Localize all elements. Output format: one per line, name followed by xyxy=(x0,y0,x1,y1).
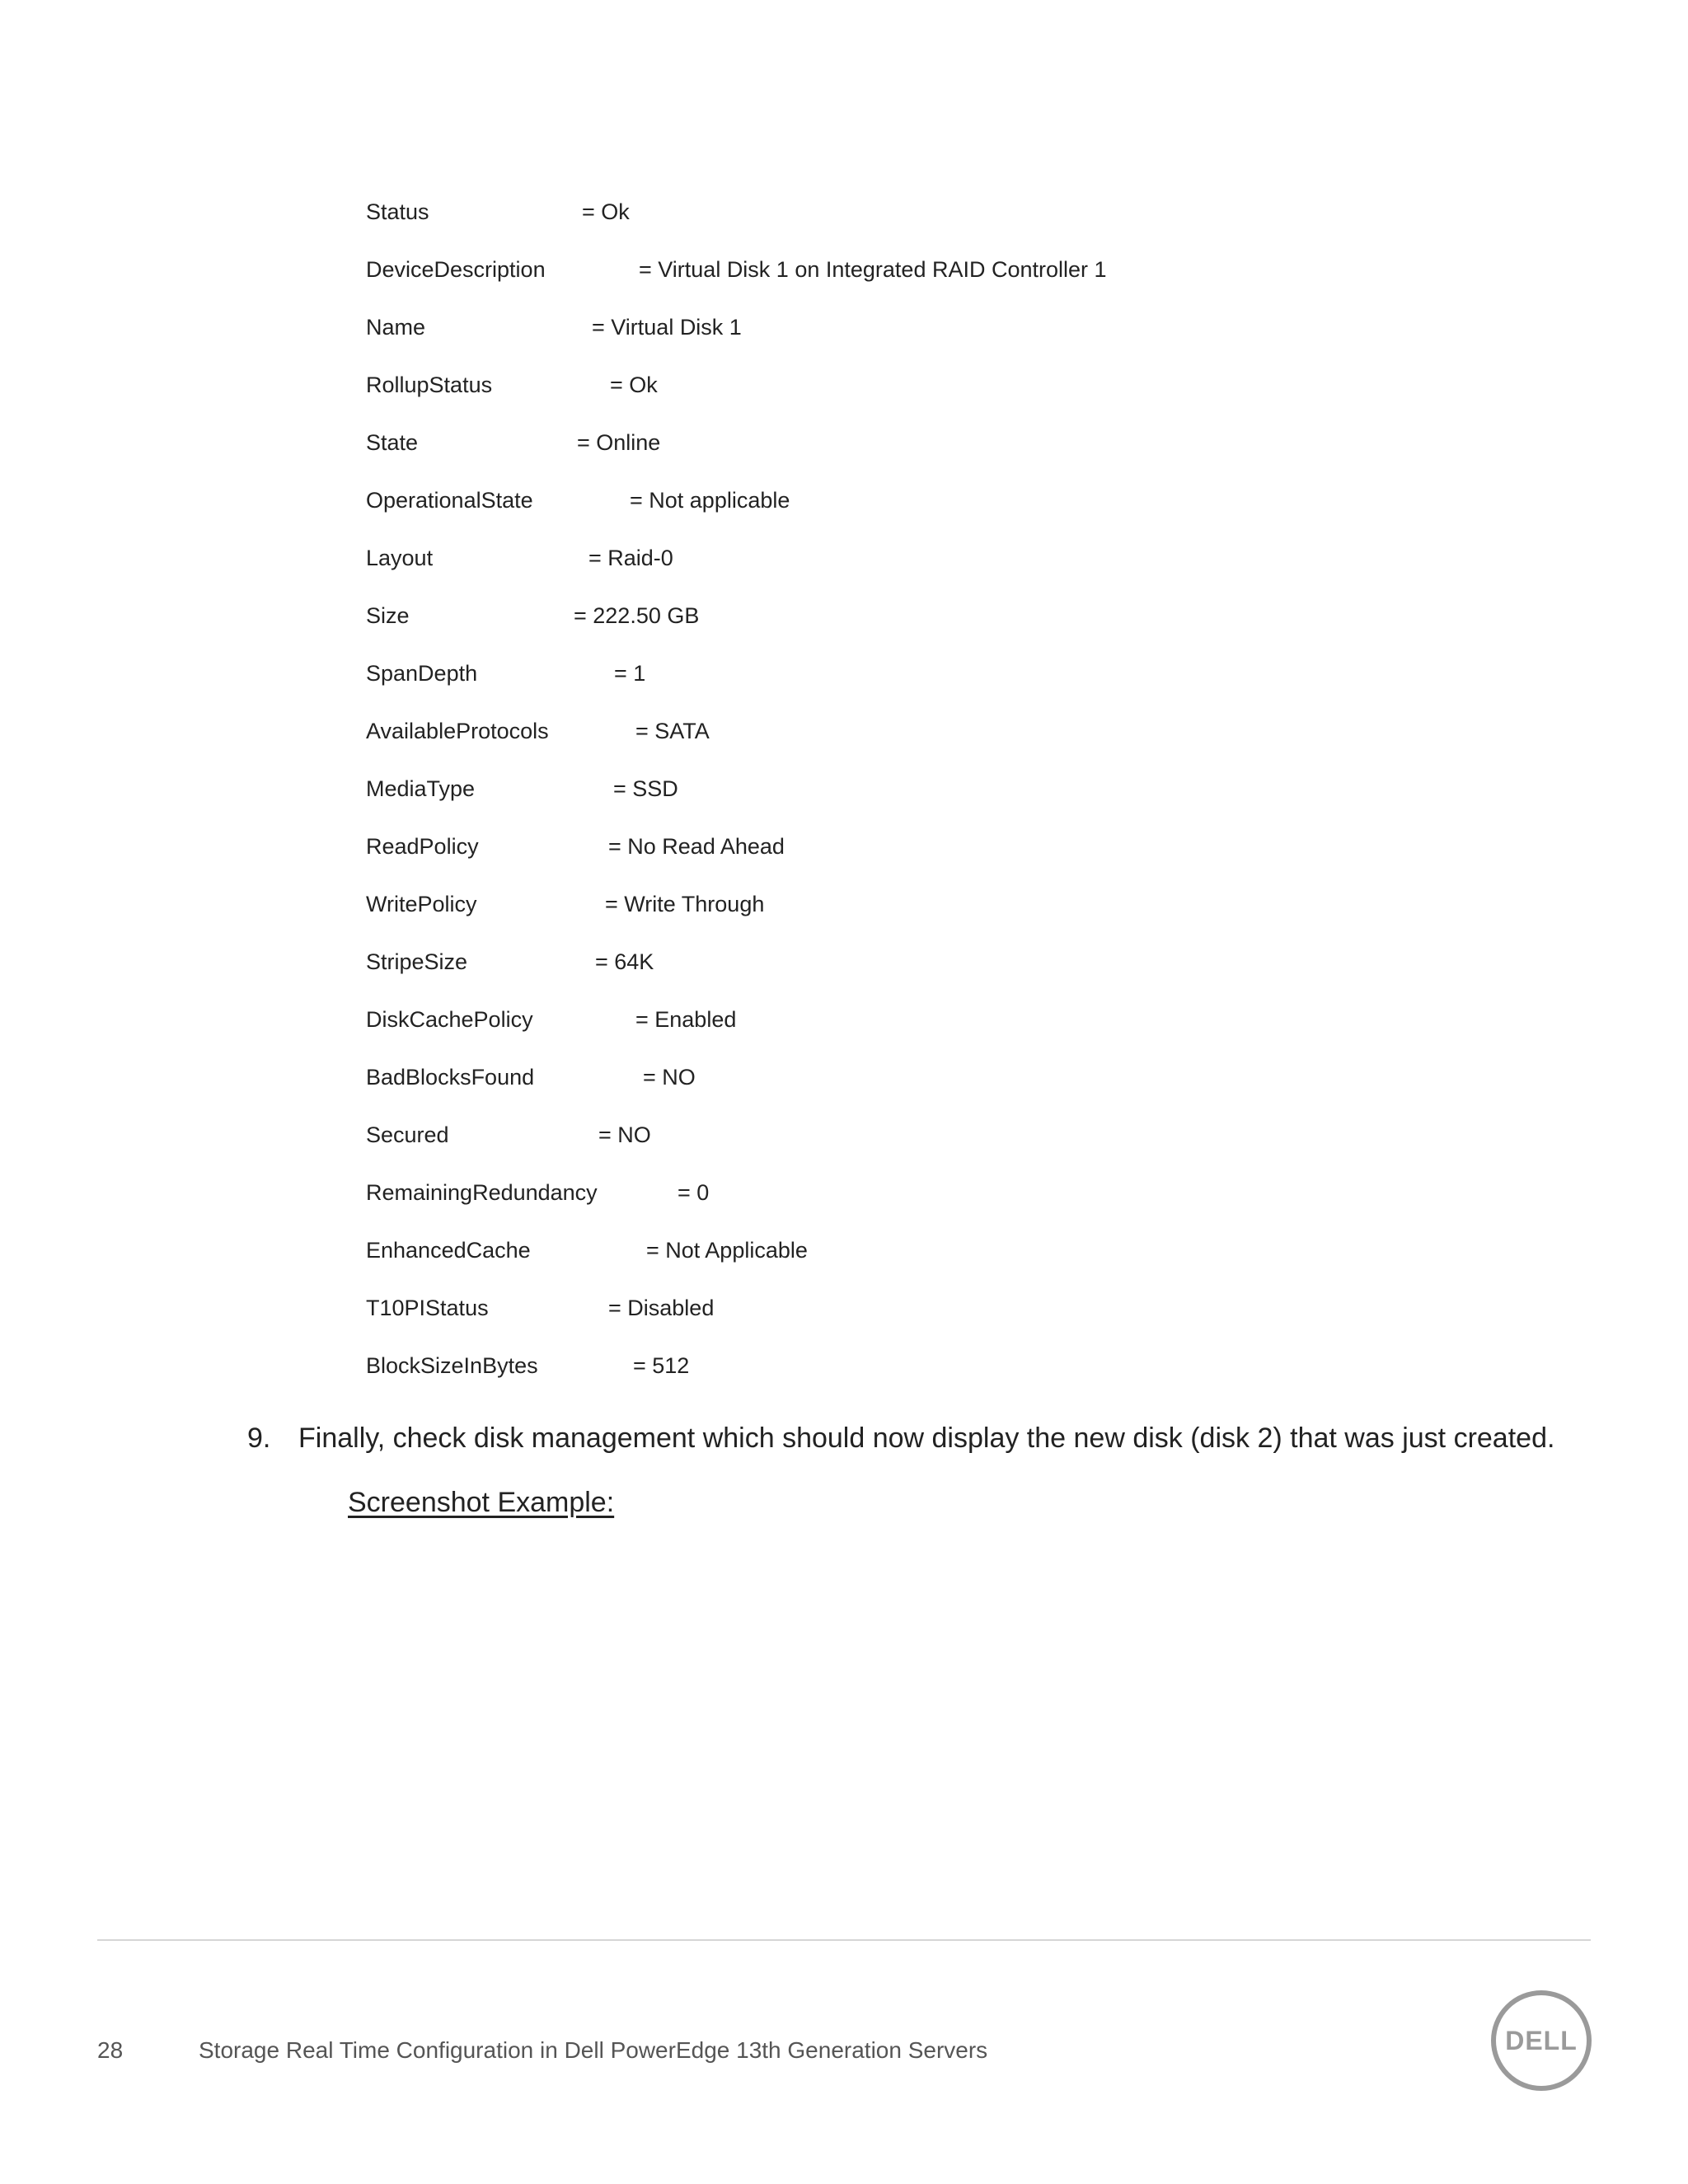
property-key: OperationalState xyxy=(366,488,533,513)
property-value: = Ok xyxy=(610,373,658,397)
property-value: = Ok xyxy=(582,199,630,224)
property-value: = SATA xyxy=(635,719,710,743)
property-row xyxy=(0,426,1319,459)
footer-document-title: Storage Real Time Configuration in Dell PowerEdge 13th Generation Servers xyxy=(199,2037,988,2063)
property-value: = Online xyxy=(577,430,661,455)
property-key: Name xyxy=(366,315,426,340)
property-row xyxy=(0,830,1319,863)
page-number: 28 xyxy=(97,2037,124,2063)
property-value: = Disabled xyxy=(608,1296,715,1320)
property-value: = SSD xyxy=(613,776,678,801)
property-row xyxy=(0,1061,1319,1094)
step-number: 9. xyxy=(247,1422,271,1454)
property-value: = 0 xyxy=(678,1180,710,1205)
property-row xyxy=(0,311,1319,344)
property-row xyxy=(0,715,1319,748)
step-text: Finally, check disk management which should now display the new disk (disk 2) that was just created. xyxy=(298,1422,1555,1454)
property-value: = Virtual Disk 1 on Integrated RAID Controller 1 xyxy=(639,257,1107,282)
property-key: RollupStatus xyxy=(366,373,493,397)
property-row xyxy=(0,888,1319,921)
property-key: DeviceDescription xyxy=(366,257,546,282)
property-row xyxy=(0,541,1319,574)
property-value: = 222.50 GB xyxy=(574,603,700,628)
property-key: Secured xyxy=(366,1122,449,1147)
property-value: = 64K xyxy=(595,949,654,974)
property-value: = Not applicable xyxy=(630,488,790,513)
property-row xyxy=(0,1234,1319,1267)
property-key: T10PIStatus xyxy=(366,1296,489,1320)
property-key: EnhancedCache xyxy=(366,1238,531,1263)
property-key: Status xyxy=(366,199,429,224)
property-key: WritePolicy xyxy=(366,892,477,916)
property-key: AvailableProtocols xyxy=(366,719,549,743)
property-row xyxy=(0,1291,1319,1324)
property-value: = Write Through xyxy=(605,892,765,916)
property-key: BadBlocksFound xyxy=(366,1065,535,1090)
dell-logo-text: DELL xyxy=(1505,2026,1578,2055)
property-row xyxy=(0,945,1319,978)
property-key: DiskCachePolicy xyxy=(366,1007,533,1032)
property-row xyxy=(0,772,1319,805)
property-key: RemainingRedundancy xyxy=(366,1180,598,1205)
property-row xyxy=(0,195,1319,228)
property-value: = No Read Ahead xyxy=(608,834,785,859)
property-value: = 1 xyxy=(614,661,646,686)
property-row xyxy=(0,1176,1319,1209)
property-key: BlockSizeInBytes xyxy=(366,1353,538,1378)
property-row xyxy=(0,253,1319,286)
property-key: Layout xyxy=(366,546,434,570)
dell-logo xyxy=(1490,1990,1592,2092)
property-key: Size xyxy=(366,603,410,628)
property-key: MediaType xyxy=(366,776,476,801)
property-value: = NO xyxy=(598,1122,651,1147)
property-value: = Raid-0 xyxy=(588,546,673,570)
property-value: = Not Applicable xyxy=(646,1238,808,1263)
footer-divider xyxy=(97,1939,1591,1941)
property-key: ReadPolicy xyxy=(366,834,479,859)
property-row xyxy=(0,599,1319,632)
property-value: = 512 xyxy=(633,1353,690,1378)
property-key: SpanDepth xyxy=(366,661,478,686)
property-key: State xyxy=(366,430,419,455)
property-value: = Virtual Disk 1 xyxy=(592,315,742,340)
property-row xyxy=(0,368,1319,401)
property-row xyxy=(0,1349,1319,1382)
property-row xyxy=(0,1003,1319,1036)
property-value: = NO xyxy=(643,1065,696,1090)
property-key: StripeSize xyxy=(366,949,468,974)
property-row xyxy=(0,657,1319,690)
property-value: = Enabled xyxy=(635,1007,737,1032)
property-row xyxy=(0,484,1319,517)
property-row xyxy=(0,1118,1319,1151)
screenshot-example-label: Screenshot Example: xyxy=(348,1487,615,1518)
